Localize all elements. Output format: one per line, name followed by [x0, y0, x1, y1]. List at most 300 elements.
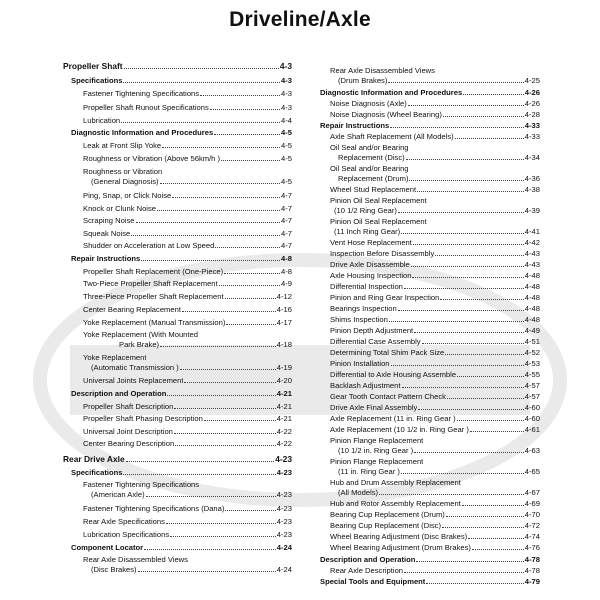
- toc-entry-page: 4-17: [276, 318, 292, 327]
- toc-entry: [83, 154, 292, 163]
- toc-entry: [71, 76, 292, 85]
- toc-entry-label: Diagnostic Information and Procedures: [320, 88, 463, 97]
- toc-entry-label: Yoke Replacement (With Mounted: [83, 330, 198, 339]
- dot-leader: [123, 474, 275, 475]
- toc-entry-label: Diagnostic Information and Procedures: [71, 128, 214, 137]
- toc-entry: [330, 185, 540, 194]
- toc-entry-label: Specifications: [71, 76, 123, 85]
- toc-entry-label: Gear Tooth Contact Pattern Check: [330, 392, 446, 401]
- toc-entry-label: Drive Axle Final Assembly: [330, 403, 418, 412]
- toc-entry-label: Roughness or Vibration (Above 56km/h ): [83, 154, 221, 163]
- dot-leader: [224, 273, 280, 274]
- dot-leader: [417, 191, 524, 192]
- dot-leader: [443, 116, 524, 117]
- toc-entry: [330, 532, 540, 541]
- toc-entry-label: Ping, Snap, or Click Noise: [83, 191, 172, 200]
- dot-leader: [200, 95, 280, 96]
- toc-entry: [330, 414, 540, 423]
- toc-entry: [91, 490, 292, 499]
- toc-entry-label: Bearing Cup Replacement (Disc): [330, 521, 441, 530]
- toc-entry-label: (Drum Brakes): [338, 76, 388, 85]
- toc-entry-label: Vent Hose Replacement: [330, 238, 412, 247]
- dot-leader: [121, 122, 280, 123]
- toc-entry: [330, 164, 540, 173]
- dot-leader: [160, 346, 276, 347]
- dot-leader: [422, 343, 524, 344]
- toc-entry-page: 4-70: [524, 510, 540, 519]
- toc-entry: [83, 191, 292, 200]
- toc-entry-page: 4-7: [281, 241, 292, 250]
- dot-leader: [457, 376, 524, 377]
- toc-entry: [330, 521, 540, 530]
- toc-entry-label: Determining Total Shim Pack Size: [330, 348, 445, 357]
- toc-entry-page: 4-43: [524, 249, 540, 258]
- toc-entry-page: 4-5: [281, 154, 292, 163]
- dot-leader: [402, 387, 524, 388]
- toc-entry-label: Inspection Before Disassembly: [330, 249, 435, 258]
- toc-entry-page: 4-43: [524, 260, 540, 269]
- toc-entry: [330, 282, 540, 291]
- dot-leader: [214, 134, 280, 135]
- dot-leader: [215, 247, 280, 248]
- toc-entry-page: 4-19: [276, 363, 292, 372]
- toc-entry-page: 4-20: [276, 376, 292, 385]
- toc-entry-page: 4-33: [524, 121, 540, 130]
- toc-entry-label: Rear Axle Description: [330, 566, 404, 575]
- toc-entry-page: 4-21: [276, 414, 292, 423]
- toc-entry: [83, 292, 292, 301]
- toc-entry-page: 4-26: [524, 88, 540, 97]
- toc-entry: [83, 427, 292, 436]
- dot-leader: [144, 549, 276, 550]
- toc-entry-page: 4-25: [524, 76, 540, 85]
- toc-entry: [330, 66, 540, 75]
- dot-leader: [225, 510, 275, 511]
- toc-entry: [330, 110, 540, 119]
- toc-entry: [330, 260, 540, 269]
- toc-entry: [119, 340, 292, 349]
- toc-entry-page: 4-41: [524, 227, 540, 236]
- toc-entry: [330, 315, 540, 324]
- toc-entry-label: Differential Inspection: [330, 282, 403, 291]
- dot-leader: [426, 583, 523, 584]
- toc-entry: [330, 457, 540, 466]
- toc-entry: [71, 389, 292, 398]
- toc-entry: [330, 510, 540, 519]
- dot-leader: [413, 244, 524, 245]
- dot-leader: [472, 549, 524, 550]
- toc-entry-label: Universal Joint Description: [83, 427, 173, 436]
- toc-entry: [330, 478, 540, 487]
- toc-entry-page: 4-3: [279, 61, 292, 71]
- toc-entry: [63, 62, 292, 71]
- toc-entry-page: 4-18: [276, 340, 292, 349]
- dot-leader: [180, 369, 276, 370]
- toc-entry-page: 4-48: [524, 304, 540, 313]
- toc-entry-page: 4-65: [524, 467, 540, 476]
- page-title: Driveline/Axle: [229, 8, 371, 31]
- toc-entry-label: Description and Operation: [320, 555, 416, 564]
- dot-leader: [204, 420, 276, 421]
- toc-entry-page: 4-52: [524, 348, 540, 357]
- toc-entry: [83, 167, 292, 176]
- toc-entry: [83, 555, 292, 564]
- toc-entry-label: Shims Inspection: [330, 315, 388, 324]
- toc-entry: [83, 480, 292, 489]
- dot-leader: [398, 212, 524, 213]
- dot-leader: [404, 288, 524, 289]
- toc-entry-page: 4-21: [276, 389, 292, 398]
- toc-entry-label: Park Brake): [119, 340, 160, 349]
- toc-entry: [83, 504, 292, 513]
- dot-leader: [225, 298, 276, 299]
- dot-leader: [174, 408, 275, 409]
- toc-entry-page: 4-23: [275, 454, 292, 464]
- toc-entry-label: Replacement (Disc): [338, 153, 405, 162]
- toc-entry-label: (General Diagnosis): [91, 177, 159, 186]
- dot-leader: [470, 431, 524, 432]
- toc-entry-label: Fastener Tightening Specifications (Dana): [83, 504, 225, 513]
- dot-leader: [401, 233, 524, 234]
- dot-leader: [174, 433, 276, 434]
- toc-entry-page: 4-78: [524, 566, 540, 575]
- toc-entry-page: 4-36: [524, 174, 540, 183]
- dot-leader: [138, 571, 276, 572]
- toc-entry-page: 4-69: [524, 499, 540, 508]
- toc-entry-label: Component Locator: [71, 543, 144, 552]
- dot-leader: [411, 266, 524, 267]
- toc-entry: [83, 216, 292, 225]
- toc-entry-label: Noise Diagnosis (Axle): [330, 99, 407, 108]
- toc-entry: [83, 305, 292, 314]
- toc-entry: [330, 238, 540, 247]
- toc-entry-page: 4-72: [524, 521, 540, 530]
- toc-entry: [330, 326, 540, 335]
- toc-entry: [334, 227, 540, 236]
- toc-entry-label: Rear Axle Specifications: [83, 517, 165, 526]
- toc-entry: [330, 99, 540, 108]
- toc-entry-page: 4-34: [524, 153, 540, 162]
- dot-leader: [126, 461, 275, 462]
- dot-leader: [162, 147, 280, 148]
- toc-entry-page: 4-67: [524, 488, 540, 497]
- dot-leader: [401, 473, 524, 474]
- dot-leader: [406, 159, 524, 160]
- toc-entry-page: 4-24: [276, 543, 292, 552]
- dot-leader: [462, 505, 524, 506]
- toc-entry: [71, 468, 292, 477]
- toc-entry-label: Rear Axle Disassembled Views: [83, 555, 188, 564]
- toc-entry-page: 4-57: [524, 381, 540, 390]
- toc-entry: [83, 517, 292, 526]
- toc-entry: [320, 555, 540, 564]
- toc-entry-label: Oil Seal and/or Bearing: [330, 164, 409, 173]
- toc-entry-page: 4-78: [524, 555, 540, 564]
- toc-entry-label: Shudder on Acceleration at Low Speed: [83, 241, 215, 250]
- toc-entry-page: 4-3: [281, 103, 292, 112]
- toc-entry: [91, 177, 292, 186]
- toc-entry: [83, 279, 292, 288]
- dot-leader: [172, 197, 280, 198]
- toc-entry-label: Bearing Cup Replacement (Drum): [330, 510, 445, 519]
- toc-entry-label: Squeak Noise: [83, 229, 131, 238]
- toc-entry: [83, 267, 292, 276]
- toc-entry-label: (10 1/2 Ring Gear): [334, 206, 397, 215]
- dot-leader: [463, 94, 524, 95]
- toc-entry-label: (Automatic Transmission ): [91, 363, 179, 372]
- toc-entry: [330, 337, 540, 346]
- toc-entry: [83, 229, 292, 238]
- toc-entry: [330, 132, 540, 141]
- toc-entry-label: Knock or Clunk Noise: [83, 204, 157, 213]
- toc-entry: [83, 353, 292, 362]
- toc-entry-label: Description and Operation: [71, 389, 167, 398]
- dot-leader: [182, 311, 276, 312]
- toc-entry-label: Pinion Oil Seal Replacement: [330, 217, 427, 226]
- dot-leader: [136, 222, 281, 223]
- toc-entry-label: Fastener Tightening Specifications: [83, 480, 200, 489]
- toc-entry-page: 4-55: [524, 370, 540, 379]
- toc-entry-page: 4-49: [524, 326, 540, 335]
- toc-entry: [83, 402, 292, 411]
- toc-entry-label: Axle Replacement (11 in. Ring Gear ): [330, 414, 456, 423]
- toc-entry: [63, 455, 292, 464]
- dot-leader: [442, 527, 524, 528]
- toc-entry-page: 4-60: [524, 403, 540, 412]
- toc-entry-page: 4-51: [524, 337, 540, 346]
- toc-entry-label: Axle Replacement (10 1/2 in. Ring Gear ): [330, 425, 469, 434]
- toc-entry-label: (11 Inch Ring Gear): [334, 227, 401, 236]
- dot-leader: [414, 452, 524, 453]
- toc-entry: [71, 254, 292, 263]
- toc-entry-label: Hub and Rotor Assembly Replacement: [330, 499, 461, 508]
- dot-leader: [390, 127, 524, 128]
- toc-entry-label: Rear Drive Axle: [63, 455, 125, 464]
- toc-entry: [330, 293, 540, 302]
- toc-entry: [330, 566, 540, 575]
- toc-entry: [338, 467, 540, 476]
- dot-leader: [414, 332, 524, 333]
- toc-entry-label: Wheel Stud Replacement: [330, 185, 417, 194]
- toc-entry-page: 4-5: [281, 128, 292, 137]
- dot-leader: [131, 235, 280, 236]
- toc-entry: [338, 153, 540, 162]
- toc-entry-page: 4-7: [281, 204, 292, 213]
- dot-leader: [418, 409, 523, 410]
- toc-entry-label: Center Bearing Description: [83, 439, 175, 448]
- dot-leader: [226, 324, 275, 325]
- toc-entry-page: 4-5: [281, 177, 292, 186]
- toc-entry-page: 4-8: [281, 267, 292, 276]
- toc-entry: [334, 206, 540, 215]
- toc-entry-page: 4-7: [281, 191, 292, 200]
- toc-entry: [330, 543, 540, 552]
- dot-leader: [219, 285, 280, 286]
- toc-entry: [83, 439, 292, 448]
- toc-entry-label: Scraping Noise: [83, 216, 135, 225]
- toc-entry-page: 4-48: [524, 282, 540, 291]
- toc-entry: [83, 376, 292, 385]
- toc-entry-page: 4-7: [281, 216, 292, 225]
- toc-entry: [83, 204, 292, 213]
- toc-entry-label: Propeller Shaft Replacement (One-Piece): [83, 267, 224, 276]
- toc-entry-label: Yoke Replacement: [83, 353, 147, 362]
- toc-entry-label: Center Bearing Replacement: [83, 305, 181, 314]
- toc-entry-label: Pinion Flange Replacement: [330, 436, 424, 445]
- dot-leader: [446, 516, 524, 517]
- toc-entry-page: 4-7: [281, 229, 292, 238]
- toc-entry-page: 4-4: [281, 116, 292, 125]
- toc-entry-label: Bearings Inspection: [330, 304, 397, 313]
- dot-leader: [124, 68, 279, 69]
- toc-entry-label: Backlash Adjustment: [330, 381, 401, 390]
- toc-entry-page: 4-26: [524, 99, 540, 108]
- dot-leader: [175, 445, 276, 446]
- toc-entry-label: Hub and Drum Assembly Replacement: [330, 478, 461, 487]
- toc-entry: [83, 330, 292, 339]
- dot-leader: [166, 523, 276, 524]
- toc-entry: [83, 530, 292, 539]
- dot-leader: [398, 310, 524, 311]
- toc-entry: [320, 88, 540, 97]
- dot-leader: [141, 260, 280, 261]
- dot-leader: [457, 420, 524, 421]
- toc-entry-label: Propeller Shaft Runout Specifications: [83, 103, 209, 112]
- toc-entry-page: 4-48: [524, 293, 540, 302]
- dot-leader: [146, 496, 276, 497]
- toc-entry-page: 4-3: [281, 76, 292, 85]
- toc-entry-label: Drive Axle Disassemble: [330, 260, 410, 269]
- dot-leader: [416, 561, 523, 562]
- toc-entry-label: Repair Instructions: [320, 121, 390, 130]
- dot-leader: [157, 210, 280, 211]
- toc-entry-label: Lubrication: [83, 116, 121, 125]
- dot-leader: [160, 183, 280, 184]
- toc-entry-page: 4-76: [524, 543, 540, 552]
- dot-leader: [170, 536, 276, 537]
- toc-entry-label: (All Models): [338, 488, 379, 497]
- toc-entry: [330, 359, 540, 368]
- dot-leader: [391, 365, 524, 366]
- toc-entry-label: Leak at Front Slip Yoke: [83, 141, 162, 150]
- toc-entry-label: Lubrication Specifications: [83, 530, 170, 539]
- toc-entry-label: Special Tools and Equipment: [320, 577, 426, 586]
- toc-entry-page: 4-5: [281, 141, 292, 150]
- toc-entry-page: 4-23: [276, 530, 292, 539]
- dot-leader: [404, 572, 524, 573]
- toc-entry-label: Rear Axle Disassembled Views: [330, 66, 435, 75]
- dot-leader: [408, 105, 524, 106]
- toc-entry: [83, 318, 292, 327]
- toc-entry-label: Pinion Depth Adjustment: [330, 326, 414, 335]
- toc-entry: [83, 103, 292, 112]
- toc-entry-label: Pinion and Ring Gear Inspection: [330, 293, 440, 302]
- toc-entry-page: 4-16: [276, 305, 292, 314]
- toc-entry: [83, 141, 292, 150]
- toc-entry-label: (American Axle): [91, 490, 145, 499]
- toc-entry: [320, 121, 540, 130]
- dot-leader: [123, 82, 280, 83]
- toc-entry: [330, 436, 540, 445]
- toc-entry: [330, 348, 540, 357]
- toc-entry-page: 4-79: [524, 577, 540, 586]
- toc-entry-page: 4-28: [524, 110, 540, 119]
- toc-entry-page: 4-57: [524, 392, 540, 401]
- toc-entry-page: 4-8: [281, 254, 292, 263]
- toc-entry-page: 4-74: [524, 532, 540, 541]
- toc-entry: [330, 217, 540, 226]
- toc-entry: [91, 565, 292, 574]
- toc-entry-label: Wheel Bearing Adjustment (Drum Brakes): [330, 543, 471, 552]
- dot-leader: [447, 398, 524, 399]
- toc-entry: [330, 381, 540, 390]
- toc-entry-label: Propeller Shaft Phasing Description: [83, 414, 203, 423]
- toc-entry-label: Two-Piece Propeller Shaft Replacement: [83, 279, 218, 288]
- toc-entry-page: 4-61: [524, 425, 540, 434]
- dot-leader: [379, 494, 524, 495]
- toc-entry-page: 4-60: [524, 414, 540, 423]
- dot-leader: [184, 382, 275, 383]
- toc-entry-label: Axle Housing Inspection: [330, 271, 412, 280]
- toc-entry-label: Yoke Replacement (Manual Transmission): [83, 318, 226, 327]
- toc-entry-page: 4-48: [524, 315, 540, 324]
- toc-entry-label: Propeller Shaft: [63, 62, 123, 71]
- toc-entry: [330, 249, 540, 258]
- dot-leader: [221, 160, 280, 161]
- dot-leader: [440, 299, 523, 300]
- toc-entry-label: Noise Diagnosis (Wheel Bearing): [330, 110, 442, 119]
- dot-leader: [167, 395, 275, 396]
- dot-leader: [389, 321, 524, 322]
- toc-entry: [91, 363, 292, 372]
- toc-entry-page: 4-42: [524, 238, 540, 247]
- dot-leader: [445, 354, 524, 355]
- toc-entry: [83, 414, 292, 423]
- toc-entry: [83, 89, 292, 98]
- toc-entry-label: Pinion Flange Replacement: [330, 457, 424, 466]
- dot-leader: [210, 109, 280, 110]
- toc-entry: [330, 143, 540, 152]
- toc-entry: [71, 543, 292, 552]
- dot-leader: [409, 180, 523, 181]
- toc-entry: [71, 128, 292, 137]
- toc-entry-label: Fastener Tightening Specifications: [83, 89, 200, 98]
- toc-entry-page: 4-24: [276, 565, 292, 574]
- toc-entry: [330, 403, 540, 412]
- toc-entry: [83, 241, 292, 250]
- toc-entry-page: 4-21: [276, 402, 292, 411]
- dot-leader: [388, 82, 523, 83]
- toc-entry-label: Pinion Oil Seal Replacement: [330, 196, 427, 205]
- dot-leader: [455, 138, 524, 139]
- toc-entry-label: Roughness or Vibration: [83, 167, 163, 176]
- toc-entry-label: Axle Shaft Replacement (All Models): [330, 132, 454, 141]
- toc-entry: [338, 76, 540, 85]
- dot-leader: [435, 255, 524, 256]
- toc-entry-page: 4-22: [276, 439, 292, 448]
- toc-entry-page: 4-38: [524, 185, 540, 194]
- toc-entry: [330, 304, 540, 313]
- toc-entry: [338, 488, 540, 497]
- toc-entry-label: Specifications: [71, 468, 123, 477]
- toc-entry-page: 4-39: [524, 206, 540, 215]
- toc-entry: [330, 196, 540, 205]
- toc-entry-label: Replacement (Drum): [338, 174, 409, 183]
- toc-entry-label: Pinion Installation: [330, 359, 390, 368]
- dot-leader: [412, 277, 523, 278]
- toc-entry-label: Differential Case Assembly: [330, 337, 421, 346]
- toc-entry: [330, 271, 540, 280]
